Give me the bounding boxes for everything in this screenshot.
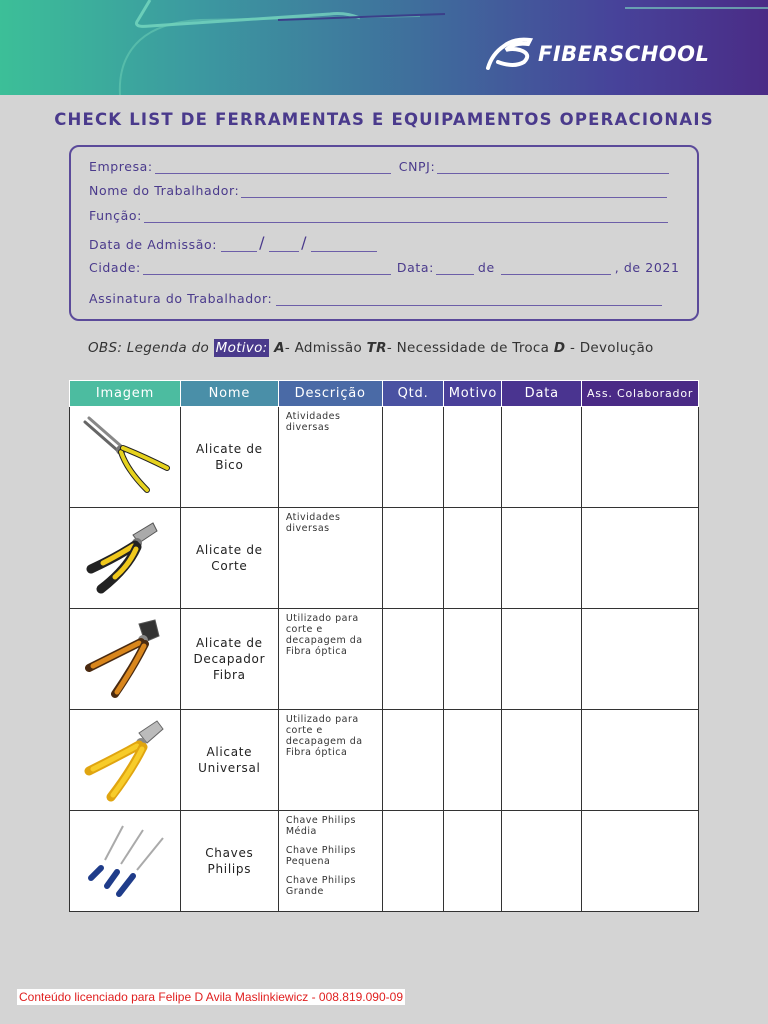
- qtd-cell[interactable]: [382, 710, 444, 811]
- data-year-label: , de 2021: [614, 260, 680, 275]
- tool-description: Utilizado para corte e decapagem da Fibra óptica: [278, 710, 382, 811]
- data-cell[interactable]: [502, 609, 582, 710]
- table-row: [70, 508, 699, 609]
- legend-text-a: - Admissão: [284, 340, 363, 356]
- tool-name: Alicate de Bico: [180, 407, 278, 508]
- date-slash-icon: /: [259, 233, 266, 252]
- qtd-cell[interactable]: [382, 407, 444, 508]
- data-cell[interactable]: [502, 811, 582, 912]
- motivo-cell[interactable]: [444, 508, 502, 609]
- table-row: [70, 609, 699, 710]
- image-cell: [70, 508, 181, 609]
- header-nome: Nome: [180, 381, 278, 407]
- table-header-row: [70, 381, 699, 407]
- date-slash-icon: /: [301, 233, 308, 252]
- data-cell[interactable]: [502, 508, 582, 609]
- table-row: [70, 811, 699, 912]
- header-motivo: Motivo: [444, 381, 502, 407]
- needle-nose-pliers-icon: [77, 412, 173, 502]
- image-cell: [70, 407, 181, 508]
- legend-text-tr: - Necessidade de Troca: [386, 340, 550, 356]
- legend-text-d: - Devolução: [569, 340, 654, 356]
- admissao-day-field[interactable]: [221, 238, 257, 252]
- admissao-month-field[interactable]: [269, 238, 299, 252]
- funcao-field[interactable]: [144, 209, 668, 223]
- image-cell: [70, 710, 181, 811]
- ass-colaborador-cell[interactable]: [582, 609, 699, 710]
- tool-name: Chaves Philips: [180, 811, 278, 912]
- image-cell: [70, 609, 181, 710]
- form-row-admissao: [89, 233, 377, 252]
- obs-prefix: OBS: Legenda do: [88, 340, 210, 356]
- tool-name: Alicate de Decapador Fibra: [180, 609, 278, 710]
- legend-code-d: D: [553, 340, 566, 356]
- data-cell[interactable]: [502, 407, 582, 508]
- qtd-cell[interactable]: [382, 609, 444, 710]
- universal-pliers-icon: [77, 715, 173, 805]
- form-row-cidade: [89, 260, 680, 275]
- assinatura-field[interactable]: [276, 292, 662, 306]
- form-row-assinatura: [89, 291, 662, 306]
- form-row-empresa: [89, 159, 669, 174]
- header-imagem: Imagem: [70, 381, 181, 407]
- admissao-year-field[interactable]: [311, 238, 377, 252]
- cnpj-field[interactable]: [437, 160, 669, 174]
- legend-code-tr: TR: [366, 340, 387, 356]
- tool-description: Atividades diversas: [278, 407, 382, 508]
- header-qtd: Qtd.: [382, 381, 444, 407]
- motivo-cell[interactable]: [444, 407, 502, 508]
- data-admissao-label: Data de Admissão:: [89, 237, 218, 252]
- tool-description: Atividades diversas: [278, 508, 382, 609]
- empresa-label: Empresa:: [89, 159, 153, 174]
- empresa-field[interactable]: [155, 160, 391, 174]
- table-row: [70, 407, 699, 508]
- image-cell: [70, 811, 181, 912]
- diagonal-cutter-pliers-icon: [77, 513, 173, 603]
- cidade-field[interactable]: [143, 261, 391, 275]
- fiberschool-swoosh-icon: [484, 34, 536, 74]
- assinatura-label: Assinatura do Trabalhador:: [89, 291, 273, 306]
- obs-motivo-highlight: Motivo:: [215, 340, 268, 356]
- ass-colaborador-cell[interactable]: [582, 710, 699, 811]
- form-row-funcao: [89, 208, 668, 223]
- tool-name: Alicate Universal: [180, 710, 278, 811]
- cidade-label: Cidade:: [89, 260, 141, 275]
- data-cell[interactable]: [502, 710, 582, 811]
- phillips-screwdrivers-icon: [77, 816, 173, 906]
- cnpj-label: CNPJ:: [398, 159, 436, 174]
- data-de-label: de: [477, 260, 495, 275]
- data-day-field[interactable]: [436, 261, 474, 275]
- header-data: Data: [502, 381, 582, 407]
- nome-trabalhador-label: Nome do Trabalhador:: [89, 183, 240, 198]
- ass-colaborador-cell[interactable]: [582, 508, 699, 609]
- fiber-stripper-pliers-icon: [77, 614, 173, 704]
- funcao-label: Função:: [89, 208, 142, 223]
- motivo-cell[interactable]: [444, 811, 502, 912]
- data-month-field[interactable]: [501, 261, 611, 275]
- fiberschool-logo: [484, 34, 709, 74]
- ass-colaborador-cell[interactable]: [582, 811, 699, 912]
- legend-note: [88, 340, 654, 356]
- license-footer: Conteúdo licenciado para Felipe D Avila Maslinkiewicz - 008.819.090-09: [19, 990, 403, 1004]
- motivo-cell[interactable]: [444, 609, 502, 710]
- qtd-cell[interactable]: [382, 508, 444, 609]
- nome-trabalhador-field[interactable]: [241, 184, 667, 198]
- tool-name: Alicate de Corte: [180, 508, 278, 609]
- data-label: Data:: [396, 260, 434, 275]
- legend-code-a: A: [274, 340, 285, 356]
- table-row: [70, 710, 699, 811]
- page-title: CHECK LIST DE FERRAMENTAS E EQUIPAMENTOS OPERACIONAIS: [54, 110, 714, 129]
- tools-checklist-table: [69, 380, 699, 912]
- brand-name: FIBERSCHOOL: [538, 42, 710, 66]
- qtd-cell[interactable]: [382, 811, 444, 912]
- header-ass-colaborador: Ass. Colaborador: [582, 381, 699, 407]
- motivo-cell[interactable]: [444, 710, 502, 811]
- header-banner: [0, 0, 768, 95]
- worker-info-form: [69, 145, 699, 321]
- form-row-nome: [89, 183, 667, 198]
- header-descricao: Descrição: [278, 381, 382, 407]
- tool-description: Utilizado para corte e decapagem da Fibra óptica: [278, 609, 382, 710]
- tool-description: Chave Philips Média Chave Philips Pequena Chave Philips Grande: [278, 811, 382, 912]
- ass-colaborador-cell[interactable]: [582, 407, 699, 508]
